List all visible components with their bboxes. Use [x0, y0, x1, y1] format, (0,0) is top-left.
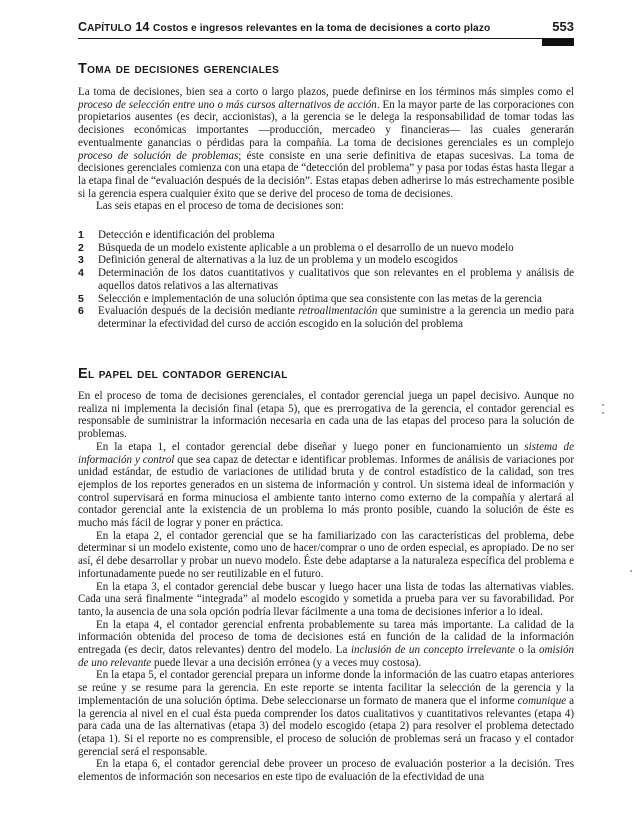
- paragraph: La toma de decisiones, bien sea a corto o largo plazos, puede definirse en los términos más simples como el proceso de selección entre uno o más cursos alternativos de acción. En la mayor parte de las corporaciones con propietarios ausentes (es decir, accionistas), a la gerencia se le delega la responsabilidad de tomar todas las decisiones económicas importantes —producción, mercadeo y financieras— las cuales generarán eventualmente ganancias o pérdidas para la compañía. La toma de decisiones gerenciales es un complejo proceso de solución de problemas; éste consiste en una serie definitiva de etapas sucesivas. La toma de decisiones gerenciales comienza con una etapa de “detección del problema” y pasa por todas éstas hasta llegar a la etapa final de “evaluación después de la decisión”. Estas etapas deben adherirse lo más estrechamente posible si la gerencia espera cualquier éxito que se derive del proceso de toma de decisiones.: [78, 86, 574, 200]
- list-item: 2 Búsqueda de un modelo existente aplicable a un problema o el desarrollo de un nuevo modelo: [78, 241, 514, 254]
- thumb-tab: [542, 38, 574, 46]
- list-item: 3 Definición general de alternativas a la luz de un problema y un modelo escogidos: [78, 254, 458, 267]
- paragraph: Las seis etapas en el proceso de toma de decisiones son:: [96, 200, 344, 213]
- scan-speck: [602, 404, 604, 406]
- section-heading-decisiones: Toma de decisiones gerenciales: [78, 61, 280, 77]
- chapter-title: Costos e ingresos relevantes en la toma de decisiones a corto plazo: [153, 23, 491, 34]
- list-item: 5 Selección e implementación de una solución óptima que sea consistente con las metas de la gerencia: [78, 292, 542, 305]
- scan-speck: [602, 412, 604, 414]
- section-heading-contador: El papel del contador gerencial: [78, 366, 288, 382]
- running-head: [78, 19, 574, 37]
- paragraph: En la etapa 5, el contador gerencial prepara un informe donde la información de las cuatro etapas anteriores se reúne y se resume para la gerencia. En este reporte se intenta facilitar la selección de la gerencia y la implementación de una solución óptima. Debe seleccionarse un formato de manera que el informe comunique a la gerencia al nivel en el cual ésta pueda comprender los datos cualitativos y cuantitativos relevantes (etapa 4) para cada una de las alternativas (etapa 3) del modelo escogido (etapa 2) para resolver el problema detectado (etapa 1). Si el reporte no es comprensible, el proceso de solución de problemas será un fracaso y el contador gerencial será el responsable.: [78, 669, 574, 758]
- paragraph: En la etapa 2, el contador gerencial que se ha familiarizado con las características del problema, debe determinar si un modelo existente, como uno de hacer/comprar o uno de orden especial, es apropiado. De no ser así, él debe desarrollar y probar un nuevo modelo. Éste debe adaptarse a la naturaleza específica del problema e infortunadamente puede no ser reutilizable en el futuro.: [78, 529, 574, 580]
- paragraph: En la etapa 3, el contador gerencial debe buscar y luego hacer una lista de todas las alternativas viables. Cada una será finalmente “integrada” al modelo escogido y sometida a prueba para ver su favorabilidad. Por tanto, la ausencia de una sola opción podría llevar fácilmente a una toma de decisiones inferior a lo ideal.: [78, 580, 574, 618]
- steps-list: [78, 229, 574, 331]
- chapter-label: CAPÍTULO 14 Costos e ingresos relevantes en la toma de decisiones a corto plazo: [78, 20, 491, 34]
- header-rule: [78, 38, 574, 39]
- paragraph: En la etapa 6, el contador gerencial debe proveer un proceso de evaluación posterior a la decisión. Tres elementos de información son necesarios en este tipo de evaluación de la efectividad de una: [78, 758, 574, 784]
- scan-speck: [630, 570, 632, 572]
- chapter-number: 14: [135, 20, 150, 34]
- section-body-contador: [78, 390, 574, 784]
- paragraph: En la etapa 1, el contador gerencial debe diseñar y luego poner en funcionamiento un sistema de información y control que sea capaz de detectar e identificar problemas. Informes de análisis de variaciones por unidad estándar, de estudio de variaciones de utilidad bruta y de control estadístico de la calidad, son tres ejemplos de los reportes generados en un sistema de información y control. Un sistema ideal de información y control supervisará en forma minuciosa el ambiente tanto interno como externo de la compañía y alertará al contador gerencial ante la existencia de un problema lo más pronto posible, cuando la solución de éste es mucho más fácil de lograr y poner en práctica.: [78, 440, 574, 530]
- section-body-decisiones: [78, 86, 574, 213]
- page-number: 553: [552, 19, 574, 34]
- paragraph: En el proceso de toma de decisiones gerenciales, el contador gerencial juega un papel decisivo. Aunque no realiza ni implementa la decisión final (etapa 5), que es prerrogativa de la gerencia, el contador gerencial es responsable de suministrar la información necesaria en cada una de las etapas del proceso para la solución de problemas.: [78, 390, 574, 441]
- list-item: 6 Evaluación después de la decisión mediante retroalimentación que suministre a la gerencia un medio para determinar la efectividad del curso de acción escogido en la solución del problema: [78, 305, 574, 330]
- list-item: 4 Determinación de los datos cuantitativos y cualitativos que son relevantes en el problema y análisis de aquellos datos relativos a las alternativas: [78, 267, 574, 292]
- list-item: 1 Detección e identificación del problema: [78, 229, 275, 241]
- paragraph: En la etapa 4, el contador gerencial enfrenta probablemente su tarea más importante. La calidad de la información obtenida del proceso de toma de decisiones está en función de la calidad de la información entregada (es decir, datos relevantes) dentro del modelo. La inclusión de un concepto irrelevante o la omisión de uno relevante puede llevar a una decisión errónea (y a veces muy costosa).: [78, 618, 575, 669]
